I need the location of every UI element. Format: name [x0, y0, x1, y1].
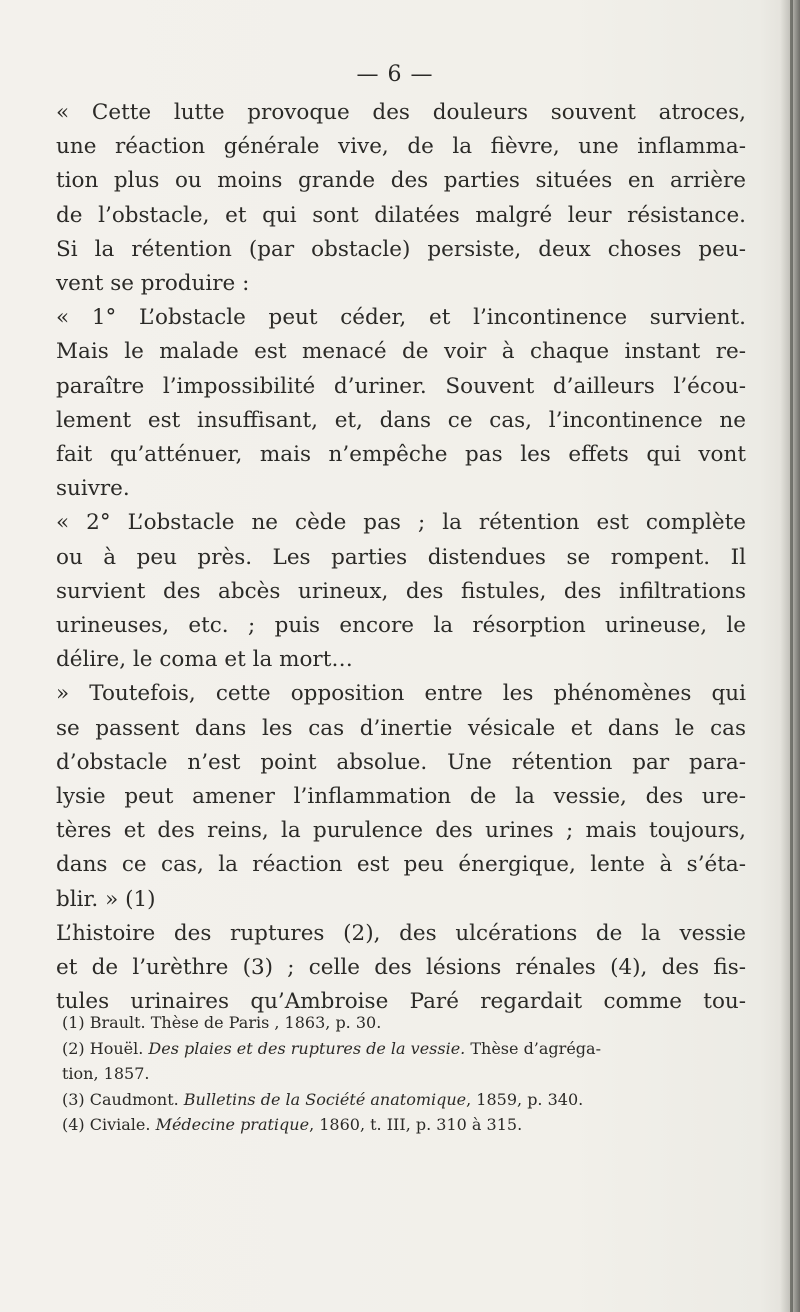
footnote	[62, 1061, 742, 1087]
footnote	[62, 1087, 742, 1113]
text-line: et de l’urèthre (3) ; celle des lésions rénales (4), des fis-	[56, 955, 746, 981]
page-number: — 6 —	[356, 62, 434, 87]
text-line: délire, le coma et la mort…	[56, 647, 353, 673]
text-line: « Cette lutte provoque des douleurs souvent atroces,	[56, 100, 746, 125]
footnote-lead: tion, 1857.	[62, 1064, 150, 1083]
footnote	[62, 1112, 742, 1138]
footnote-title: Bulletins de la Société anatomique	[183, 1089, 467, 1109]
text-line: une réaction générale vive, de la fièvre, une inflamma-	[56, 134, 746, 160]
footnote-tail: , 1860, t. III, p. 310 à 315.	[309, 1115, 523, 1134]
text-line: tion plus ou moins grande des parties situées en arrière	[56, 168, 746, 194]
footnote-tail: Thèse d’agréga-	[465, 1038, 601, 1058]
footnote-title: Médecine pratique	[155, 1115, 310, 1134]
body-text	[56, 96, 746, 1019]
footnote-title: Des plaies et des ruptures de la vessie.	[148, 1038, 466, 1058]
footnote-tail: , 1859, p. 340.	[466, 1089, 584, 1109]
footnote-lead: (2) Houël.	[62, 1038, 149, 1058]
text-line: dans ce cas, la réaction est peu énergique, lente à s’éta-	[56, 852, 746, 878]
text-line: de l’obstacle, et qui sont dilatées malgré leur résistance.	[56, 202, 746, 228]
text-line: Si la rétention (par obstacle) persiste, deux choses peu-	[56, 236, 746, 262]
text-line: Mais le malade est menacé de voir à chaque instant re-	[56, 339, 746, 365]
text-line: urineuses, etc. ; puis encore la résorption urineuse, le	[56, 613, 746, 639]
text-line: vent se produire :	[56, 271, 250, 297]
text-line: se passent dans les cas d’inertie vésicale et dans le cas	[56, 715, 746, 741]
text-line: lement est insuffisant, et, dans ce cas, l’incontinence ne	[56, 407, 746, 433]
page-edge-line	[790, 0, 793, 1312]
text-line: » Toutefois, cette opposition entre les phénomènes qui	[56, 681, 746, 707]
footnote-lead: (1) Brault. Thèse de Paris , 1863, p. 30.	[62, 1013, 382, 1032]
text-line: tères et des reins, la purulence des urines ; mais toujours,	[56, 818, 746, 844]
footnote	[62, 1010, 742, 1036]
text-line: ou à peu près. Les parties distendues se rompent. Il	[56, 544, 746, 570]
footnote-lead: (3) Caudmont.	[62, 1089, 184, 1109]
text-line: survient des abcès urineux, des fistules, des infiltrations	[56, 578, 746, 604]
footnotes	[62, 1010, 742, 1138]
text-line: tules urinaires qu’Ambroise Paré regardait comme tou-	[56, 989, 746, 1015]
text-line: paraître l’impossibilité d’uriner. Souvent d’ailleurs l’écou-	[56, 373, 746, 399]
footnote-lead: (4) Civiale.	[62, 1115, 156, 1134]
text-line: suivre.	[56, 476, 130, 502]
text-line: « 2° L’obstacle ne cède pas ; la rétention est complète	[56, 510, 746, 536]
text-line: lysie peut amener l’inflammation de la vessie, des ure-	[56, 784, 746, 810]
text-line: fait qu’atténuer, mais n’empêche pas les effets qui vont	[56, 442, 746, 468]
footnote	[62, 1036, 742, 1062]
text-line: L’histoire des ruptures (2), des ulcérations de la vessie	[56, 920, 746, 946]
text-line: blir. » (1)	[56, 886, 156, 912]
text-line: « 1° L’obstacle peut céder, et l’incontinence survient.	[56, 305, 746, 331]
text-line: d’obstacle n’est point absolue. Une rétention par para-	[56, 749, 746, 775]
